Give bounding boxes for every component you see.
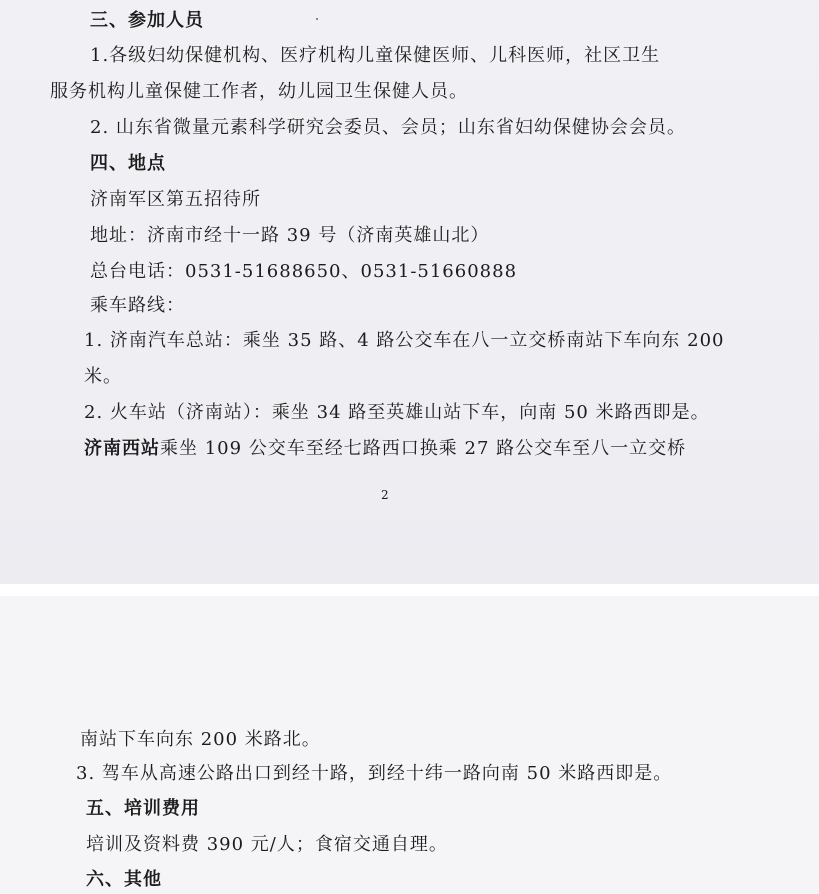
venue-address: 地址：济南市经十一路 39 号（济南英雄山北）	[90, 225, 490, 246]
front-desk-phone: 总台电话：0531-51688650、0531-51660888	[90, 261, 518, 282]
route-1-line-1: 1. 济南汽车总站：乘坐 35 路、4 路公交车在八一立交桥南站下车向东 200	[84, 330, 725, 351]
training-fee: 培训及资料费 390 元/人；食宿交通自理。	[86, 834, 448, 855]
section-3-heading: 三、参加人员	[90, 10, 204, 31]
route-heading: 乘车路线：	[90, 295, 185, 316]
section-5-heading: 五、培训费用	[86, 798, 200, 819]
venue-name: 济南军区第五招待所	[90, 189, 261, 210]
route-3: 3. 驾车从高速公路出口到经十路，到经十纬一路向南 50 米路西即是。	[76, 763, 673, 784]
document-page-2	[0, 596, 819, 894]
section-3-item-2: 2. 山东省微量元素科学研究会委员、会员；山东省妇幼保健协会会员。	[90, 117, 686, 138]
route-continuation: 南站下车向东 200 米路北。	[80, 729, 321, 750]
page-gap	[0, 584, 819, 596]
route-west-station	[84, 437, 686, 461]
route-1-line-2: 米。	[84, 366, 122, 387]
section-6-heading: 六、其他	[86, 869, 162, 890]
scan-speck	[316, 18, 318, 20]
section-3-item-1-line-1: 1.各级妇幼保健机构、医疗机构儿童保健医师、儿科医师，社区卫生	[90, 45, 661, 66]
west-station-label: 济南西站	[84, 438, 160, 459]
section-4-heading: 四、地点	[90, 153, 166, 174]
page-number: 2	[381, 488, 389, 502]
west-station-text: 乘坐 109 公交车至经七路西口换乘 27 路公交车至八一立交桥	[160, 438, 687, 459]
section-3-item-1-line-2: 服务机构儿童保健工作者，幼儿园卫生保健人员。	[50, 81, 468, 102]
route-2: 2. 火车站（济南站）：乘坐 34 路至英雄山站下车，向南 50 米路西即是。	[84, 402, 710, 423]
